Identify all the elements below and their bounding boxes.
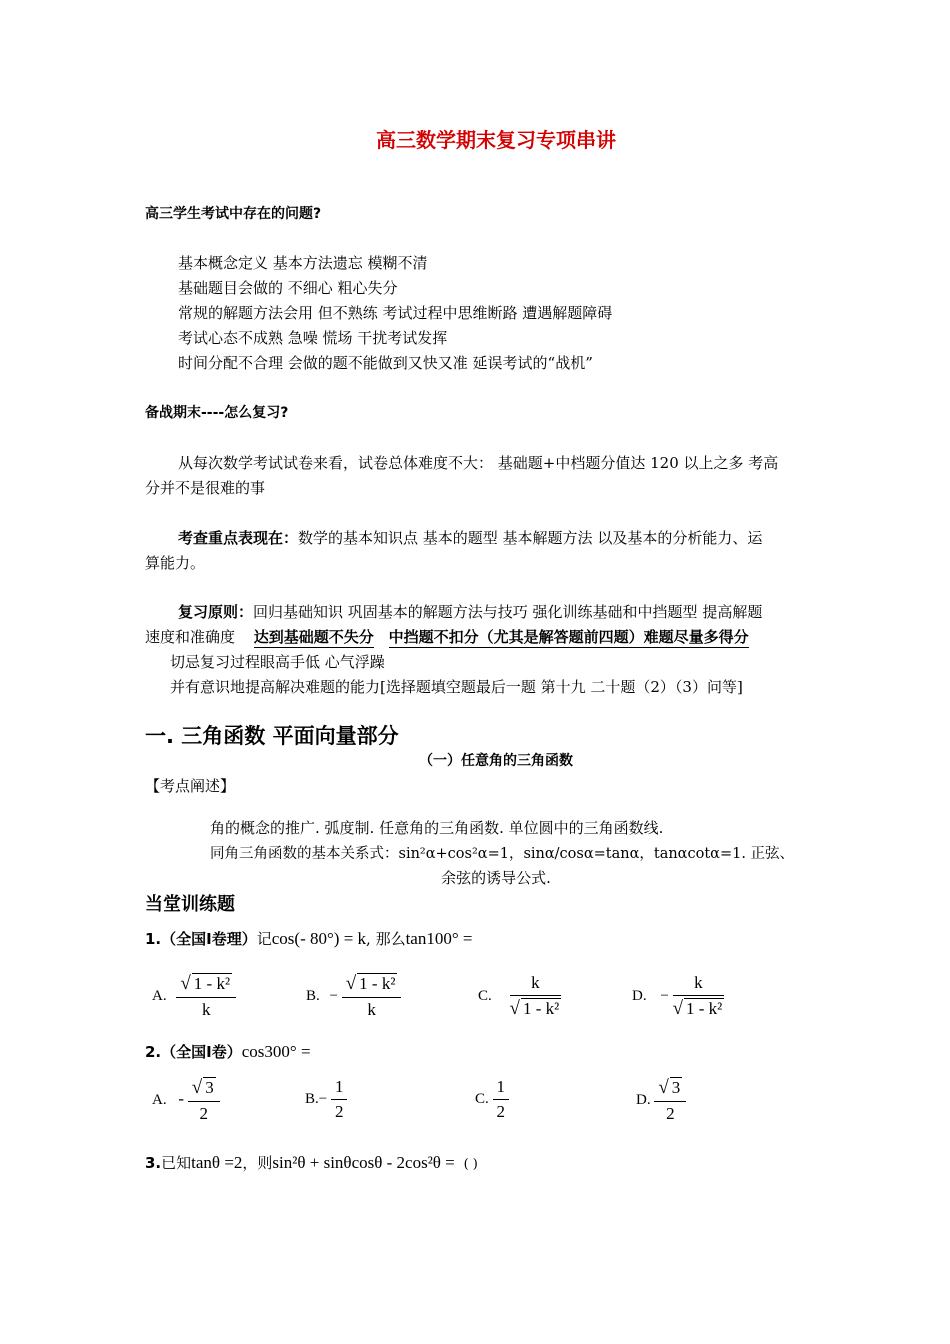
radical-icon: √ bbox=[509, 998, 520, 1019]
q1-option-b[interactable] bbox=[306, 973, 401, 1020]
question-3 bbox=[145, 1152, 478, 1173]
numerator: k bbox=[510, 973, 562, 996]
principle-label: 复习原则： bbox=[178, 603, 254, 621]
q1-num: 1. bbox=[145, 930, 162, 948]
option-label: B. bbox=[305, 1090, 319, 1107]
q1-source: （全国Ⅰ卷理） bbox=[161, 930, 257, 948]
part1-subheading: （一）任意角的三角函数 bbox=[419, 753, 573, 769]
desc-line: 余弦的诱导公式. bbox=[441, 869, 551, 887]
review-heading: 备战期末----怎么复习? bbox=[145, 405, 289, 421]
radical-icon: √ bbox=[180, 973, 191, 994]
denominator: 2 bbox=[199, 1104, 208, 1123]
denominator: 2 bbox=[496, 1102, 506, 1121]
q3-cond: tanθ =2 bbox=[191, 1153, 243, 1172]
q2-option-d[interactable] bbox=[636, 1077, 686, 1124]
denominator: 2 bbox=[666, 1104, 675, 1123]
q2-num: 2. bbox=[145, 1043, 162, 1061]
part1-heading: 一. 三角函数 平面向量部分 bbox=[145, 724, 399, 748]
q2-option-a[interactable] bbox=[152, 1077, 220, 1124]
option-label: C. bbox=[475, 1090, 489, 1107]
radical-icon: √ bbox=[191, 1077, 203, 1098]
problem-item: 基本概念定义 基本方法遗忘 模糊不清 bbox=[178, 254, 428, 272]
fraction bbox=[673, 973, 725, 1020]
focus-label: 考查重点表现在： bbox=[178, 529, 299, 547]
q3-expr: sin²θ + sinθcosθ - 2cos²θ = bbox=[272, 1153, 455, 1172]
q1-option-d[interactable] bbox=[632, 973, 724, 1020]
avoid-line: 切忌复习过程眼高手低 心气浮躁 bbox=[170, 653, 385, 671]
principle-line bbox=[178, 601, 762, 622]
question-2 bbox=[145, 1041, 311, 1062]
question-1 bbox=[145, 928, 472, 949]
fraction bbox=[510, 973, 562, 1020]
option-label: D. bbox=[636, 1091, 651, 1108]
ability-line: 并有意识地提高解决难题的能力[选择题填空题最后一题 第十九 二十题（2）（3）问等] bbox=[170, 678, 743, 696]
denominator: k bbox=[201, 1000, 211, 1019]
q1-text-mid: , 那么 bbox=[366, 930, 406, 948]
problem-item: 基础题目会做的 不细心 粗心失分 bbox=[178, 279, 398, 297]
fraction bbox=[493, 1077, 510, 1122]
option-label: D. bbox=[632, 987, 647, 1004]
option-label: C. bbox=[478, 987, 492, 1004]
q2-option-c[interactable] bbox=[475, 1077, 509, 1122]
training-heading: 当堂训练题 bbox=[145, 894, 235, 915]
numerator: k bbox=[673, 973, 725, 996]
problem-item: 考试心态不成熟 急噪 慌场 干扰考试发挥 bbox=[178, 329, 448, 347]
denominator: 2 bbox=[334, 1102, 344, 1121]
desc-line: 角的概念的推广. 弧度制. 任意角的三角函数. 单位圆中的三角函数线. bbox=[210, 819, 664, 837]
principle-text-start: 速度和准确度 bbox=[145, 628, 236, 646]
fraction bbox=[654, 1077, 686, 1124]
focus-line-2: 算能力。 bbox=[145, 554, 206, 572]
fraction bbox=[188, 1077, 220, 1124]
problem-item: 时间分配不合理 会做的题不能做到又快又准 延误考试的“战机” bbox=[178, 354, 593, 372]
radical-icon: √ bbox=[345, 973, 357, 994]
numerator: √ 1 - k² bbox=[342, 973, 402, 998]
q1-option-a[interactable] bbox=[152, 973, 236, 1020]
numerator: 1 bbox=[493, 1077, 510, 1100]
denominator: √ 1 - k² bbox=[672, 998, 723, 1019]
numerator: √ 3 bbox=[188, 1077, 220, 1102]
option-sign: − bbox=[660, 987, 669, 1004]
kaodian-label: 【考点阐述】 bbox=[145, 777, 236, 795]
principle-line-2 bbox=[145, 626, 749, 647]
problem-item: 常规的解题方法会用 但不熟练 考试过程中思维断路 遭遇解题障碍 bbox=[178, 304, 613, 322]
q1-text-pre: 记 bbox=[256, 930, 272, 948]
principle-text: 回归基础知识 巩固基本的解题方法与技巧 强化训练基础和中挡题型 提高解题 bbox=[253, 603, 763, 621]
fraction bbox=[342, 973, 402, 1020]
desc-line: 同角三角函数的基本关系式：sin²α+cos²α=1，sinα/cosα=tanα，tanαcotα=1. 正弦、 bbox=[210, 846, 795, 862]
option-label: B. bbox=[306, 987, 320, 1004]
q2-option-b[interactable] bbox=[305, 1077, 347, 1122]
q1-option-c[interactable] bbox=[478, 973, 561, 1020]
focus-text: 数学的基本知识点 基本的题型 基本解题方法 以及基本的分析能力、运 bbox=[298, 529, 763, 547]
option-label: A. bbox=[152, 1091, 167, 1108]
radical-icon: √ bbox=[658, 1077, 669, 1098]
problems-heading: 高三学生考试中存在的问题? bbox=[145, 206, 322, 222]
option-sign: − bbox=[329, 987, 338, 1004]
q3-text-mid: ，则 bbox=[242, 1154, 273, 1172]
option-sign: − bbox=[318, 1090, 328, 1107]
focus-line bbox=[178, 527, 762, 548]
radical-icon: √ bbox=[672, 998, 683, 1019]
numerator: 1 bbox=[331, 1077, 348, 1100]
q3-text-pre: 已知 bbox=[161, 1154, 192, 1172]
principle-underline-2: 中挡题不扣分（尤其是解答题前四题）难题尽量多得分 bbox=[388, 628, 749, 646]
fraction bbox=[176, 973, 236, 1020]
page-title: 高三数学期末复习专项串讲 bbox=[376, 128, 616, 152]
principle-underline-1: 达到基础题不失分 bbox=[253, 628, 374, 646]
review-para-line: 分并不是很难的事 bbox=[145, 479, 266, 497]
q3-num: 3. bbox=[145, 1154, 162, 1172]
denominator: k bbox=[367, 1000, 376, 1019]
q1-expr2: tan100° = bbox=[405, 929, 473, 948]
fraction bbox=[331, 1077, 348, 1122]
q2-source: （全国Ⅰ卷） bbox=[161, 1043, 242, 1061]
numerator: √ 3 bbox=[654, 1077, 686, 1102]
denominator: √ 1 - k² bbox=[509, 998, 560, 1019]
numerator: √ 1 - k² bbox=[176, 973, 236, 998]
review-para-line: 从每次数学考试试卷来看，试卷总体难度不大： 基础题+中档题分值达 120 以上之多 考高 bbox=[178, 454, 779, 472]
option-label: A. bbox=[152, 987, 167, 1004]
q1-expr: cos(- 80°) = k bbox=[271, 929, 367, 948]
option-sign: - bbox=[178, 1088, 185, 1108]
q2-expr: cos300° = bbox=[241, 1042, 311, 1061]
q3-answer-blank[interactable]: ( ) bbox=[463, 1157, 478, 1172]
